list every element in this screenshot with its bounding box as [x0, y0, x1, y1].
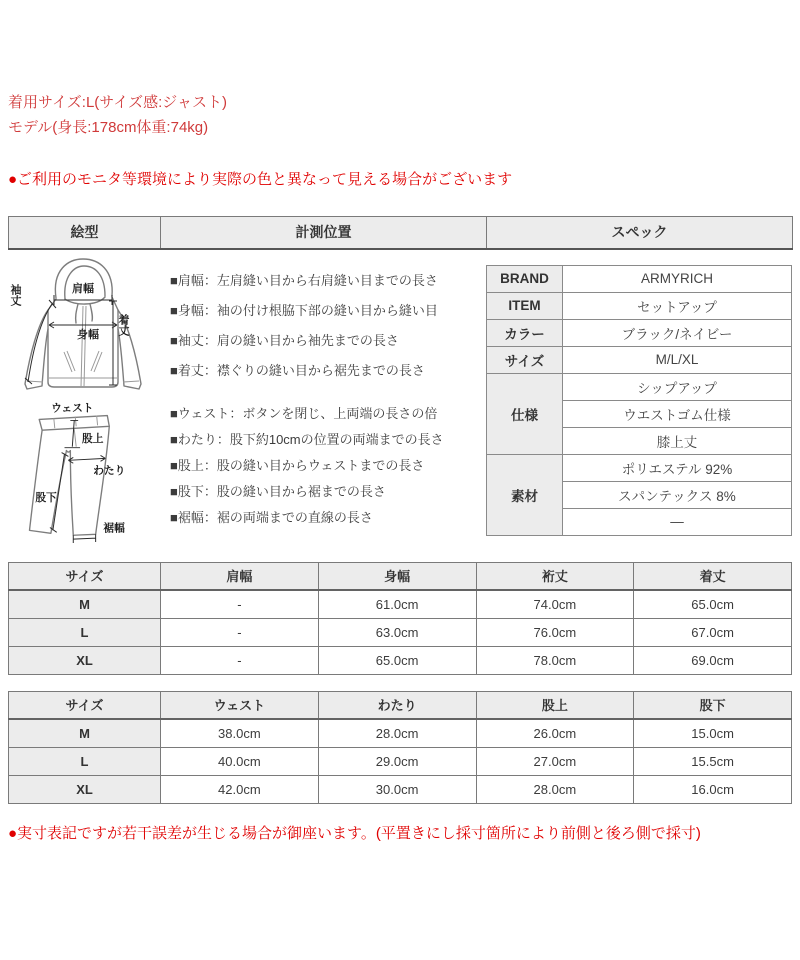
bottoms-header-size: サイズ — [9, 691, 161, 719]
note-inseam: ■股下：股の縫い目から裾までの長さ — [170, 483, 386, 499]
cell: 26.0cm — [476, 719, 634, 747]
tops-header-shoulder: 肩幅 — [161, 562, 319, 590]
spec-feature-3: 膝上丈 — [563, 427, 792, 454]
table-row — [9, 775, 792, 803]
spec-material-3: — — [563, 508, 792, 535]
spec-column — [486, 250, 792, 542]
cell: 74.0cm — [476, 590, 634, 618]
note-chest: ■身幅：袖の付け根脇下部の縫い目から縫い目 — [170, 302, 438, 318]
note-shoulder: ■肩幅：左肩縫い目から右肩縫い目までの長さ — [170, 272, 438, 288]
spec-feature-2: ウエストゴム仕様 — [563, 400, 792, 427]
spec-material-2: スパンテックス 8% — [563, 481, 792, 508]
jacket-shoulder-label: 肩幅 — [72, 282, 94, 295]
note-length: ■着丈：襟ぐりの縫い目から裾先までの長さ — [170, 362, 425, 378]
cell: 38.0cm — [161, 719, 319, 747]
header-illustration: 絵型 — [9, 217, 161, 249]
model-info-text: モデル(身長:178cm体重:74kg) — [8, 119, 209, 136]
pants-hem-label: 裾幅 — [103, 521, 125, 534]
pants-rise-label: 股上 — [82, 432, 104, 445]
illustration-column — [8, 250, 160, 542]
table-row — [9, 646, 792, 674]
pants-inseam-label: 股下 — [35, 491, 57, 504]
monitor-color-note: ●ご利用のモニタ等環境により実際の色と異なって見える場合がございます — [8, 171, 513, 188]
tops-row-xl-size: XL — [9, 646, 161, 674]
measure-notes-column — [160, 250, 486, 542]
cell: 28.0cm — [476, 775, 634, 803]
wearing-size-text: 着用サイズ:L(サイズ感:ジャスト) — [8, 94, 227, 111]
spec-item-value: セットアップ — [563, 292, 792, 319]
header-measure-position: 計測位置 — [161, 217, 487, 249]
bottoms-measure-notes — [170, 401, 486, 531]
cell: 63.0cm — [318, 618, 476, 646]
bottoms-header-waist: ウェスト — [161, 691, 319, 719]
cell: - — [161, 618, 319, 646]
spec-size-label: サイズ — [487, 346, 563, 373]
bottoms-row-l-size: L — [9, 747, 161, 775]
cell: 40.0cm — [161, 747, 319, 775]
tops-measure-notes — [170, 266, 486, 386]
header-spec: スペック — [487, 217, 793, 249]
spec-feature-1: シップアップ — [563, 373, 792, 400]
cell: 29.0cm — [318, 747, 476, 775]
cell: 69.0cm — [634, 646, 792, 674]
cell: - — [161, 646, 319, 674]
cell: 61.0cm — [318, 590, 476, 618]
note-hem: ■裾幅：裾の両端までの直線の長さ — [170, 509, 373, 525]
tops-row-m-size: M — [9, 590, 161, 618]
cell: - — [161, 590, 319, 618]
tops-header-size: サイズ — [9, 562, 161, 590]
table-row — [9, 719, 792, 747]
tops-row-l-size: L — [9, 618, 161, 646]
pants-waist-label: ウェスト — [51, 402, 94, 415]
cell: 15.5cm — [634, 747, 792, 775]
spec-material-1: ポリエステル 92% — [563, 454, 792, 481]
cell: 27.0cm — [476, 747, 634, 775]
measurement-disclaimer: ●実寸表記ですが若干誤差が生じる場合が御座います。(平置きにし採寸箇所により前側と後ろ側で採寸) — [8, 824, 701, 842]
spec-color-label: カラー — [487, 319, 563, 346]
jacket-diagram — [8, 254, 158, 398]
cell: 42.0cm — [161, 775, 319, 803]
spec-color-value: ブラック/ネイビー — [563, 319, 792, 346]
cell: 76.0cm — [476, 618, 634, 646]
measurement-section-header — [8, 216, 793, 250]
bottoms-row-xl-size: XL — [9, 775, 161, 803]
note-rise: ■股上：股の縫い目からウェストまでの長さ — [170, 457, 425, 473]
spec-table — [486, 265, 792, 536]
tops-header-yuki: 裄丈 — [476, 562, 634, 590]
bottoms-row-m-size: M — [9, 719, 161, 747]
cell: 28.0cm — [318, 719, 476, 747]
bottoms-header-rise: 股上 — [476, 691, 634, 719]
cell: 16.0cm — [634, 775, 792, 803]
cell: 65.0cm — [634, 590, 792, 618]
measurement-body — [8, 250, 792, 542]
note-thigh: ■わたり：股下約10cmの位置の両端までの長さ — [170, 431, 444, 447]
spec-brand-label: BRAND — [487, 265, 563, 292]
cell: 67.0cm — [634, 618, 792, 646]
cell: 78.0cm — [476, 646, 634, 674]
cell: 30.0cm — [318, 775, 476, 803]
note-sleeve: ■袖丈：肩の縫い目から袖先までの長さ — [170, 332, 399, 348]
jacket-chest-label: 身幅 — [77, 328, 99, 341]
spec-size-value: M/L/XL — [563, 346, 792, 373]
pants-diagram — [8, 400, 158, 544]
bottoms-size-table — [8, 691, 792, 804]
tops-header-length: 着丈 — [634, 562, 792, 590]
cell: 65.0cm — [318, 646, 476, 674]
bottoms-header-inseam: 股下 — [634, 691, 792, 719]
spec-item-label: ITEM — [487, 292, 563, 319]
table-row — [9, 590, 792, 618]
jacket-length-label: 着丈 — [117, 313, 129, 336]
spec-features-label: 仕様 — [487, 373, 563, 454]
jacket-sleeve-label: 袖丈 — [9, 283, 21, 306]
spec-material-label: 素材 — [487, 454, 563, 535]
tops-header-chest: 身幅 — [318, 562, 476, 590]
bottoms-header-thigh: わたり — [318, 691, 476, 719]
spec-brand-value: ARMYRICH — [563, 265, 792, 292]
pants-thigh-label: わたり — [93, 464, 126, 477]
table-row — [9, 618, 792, 646]
tops-size-table — [8, 562, 792, 675]
table-row — [9, 747, 792, 775]
cell: 15.0cm — [634, 719, 792, 747]
note-waist: ■ウェスト：ボタンを閉じ、上両端の長さの倍 — [170, 405, 438, 421]
